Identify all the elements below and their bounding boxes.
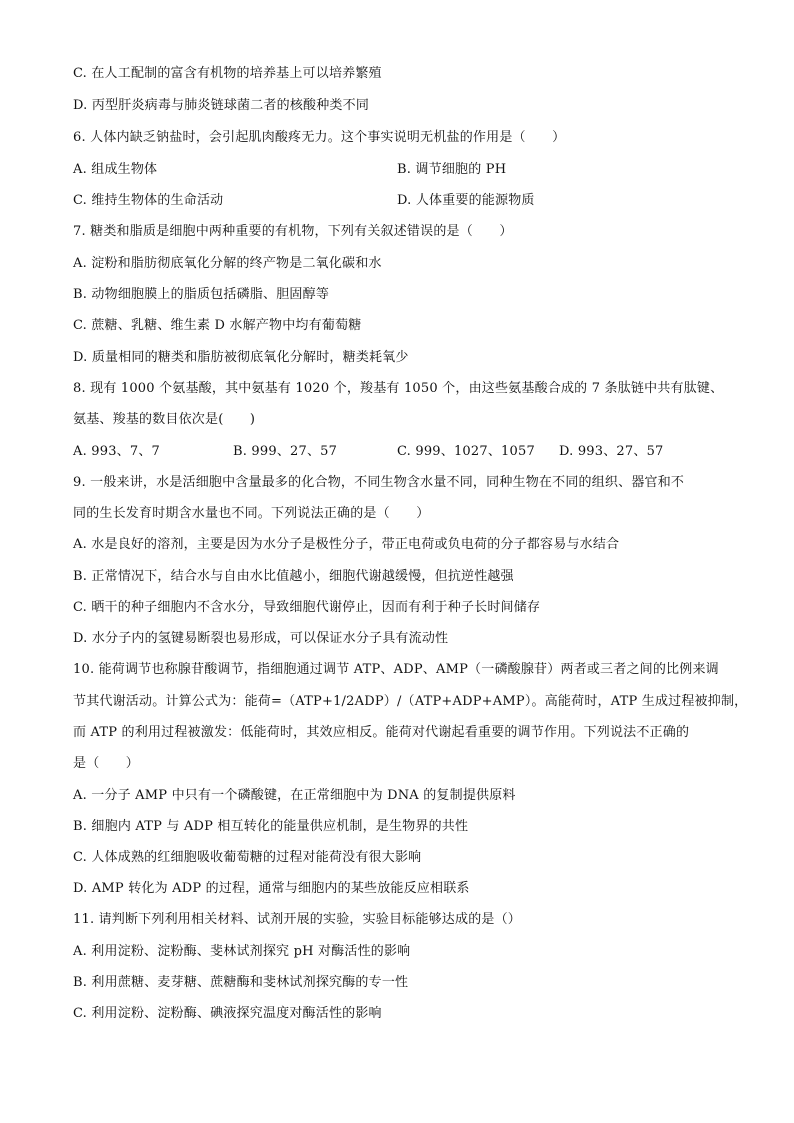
- question-10-cont: 而 ATP 的利用过程被激发：低能荷时，其效应相反。能荷对代谢起看重要的调节作用。下列说法不正确的: [73, 725, 690, 740]
- option-line: D. 人体重要的能源物质: [397, 193, 535, 208]
- option-line: B. 正常情况下，结合水与自由水比值越小，细胞代谢越缓慢，但抗逆性越强: [73, 569, 514, 584]
- question-7: 7. 糖类和脂质是细胞中两种重要的有机物，下列有关叙述错误的是（ ）: [73, 224, 513, 239]
- question-10: 10. 能荷调节也称腺苷酸调节，指细胞通过调节 ATP、ADP、AMP（一磷酸腺苷）两者或三者之间的比例来调: [73, 662, 719, 677]
- option-line: D. 质量相同的糖类和脂肪被彻底氧化分解时，糖类耗氧少: [73, 350, 409, 365]
- option-line: B. 利用蔗糖、麦芽糖、蔗糖酶和斐林试剂探究酶的专一性: [73, 975, 409, 990]
- option-line: A. 水是良好的溶剂，主要是因为水分子是极性分子，带正电荷或负电荷的分子都容易与水结合: [73, 537, 620, 552]
- question-9-cont: 同的生长发育时期含水量也不同。下列说法正确的是（ ）: [73, 506, 430, 521]
- question-8: 8. 现有 1000 个氨基酸，其中氨基有 1020 个，羧基有 1050 个，由这些氨基酸合成的 7 条肽链中共有肽键、: [73, 381, 724, 396]
- option-line: C. 维持生物体的生命活动: [73, 193, 224, 208]
- option-line: B. 动物细胞膜上的脂质包括磷脂、胆固醇等: [73, 287, 330, 302]
- question-6: 6. 人体内缺乏钠盐时，会引起肌肉酸疼无力。这个事实说明无机盐的作用是（ ）: [73, 130, 566, 145]
- option-line: D. 水分子内的氢键易断裂也易形成，可以保证水分子具有流动性: [73, 631, 449, 646]
- option-line: A. 组成生物体: [73, 162, 158, 177]
- option-line: D. 丙型肝炎病毒与肺炎链球菌二者的核酸种类不同: [73, 98, 370, 113]
- option-line: A. 一分子 AMP 中只有一个磷酸键，在正常细胞中为 DNA 的复制提供原料: [73, 788, 516, 803]
- question-10-cont: 节其代谢活动。计算公式为：能荷=（ATP+1/2ADP）/（ATP+ADP+AMP）。高能荷时，ATP 生成过程被抑制，: [73, 694, 748, 709]
- option-line: B. 999、27、57: [233, 444, 338, 459]
- option-line: C. 晒干的种子细胞内不含水分，导致细胞代谢停止，因而有利于种子长时间储存: [73, 600, 541, 615]
- question-8-cont: 氨基、羧基的数目依次是( ): [73, 412, 256, 427]
- option-line: A. 淀粉和脂肪彻底氧化分解的终产物是二氧化碳和水: [73, 256, 382, 271]
- option-line: C. 人体成熟的红细胞吸收葡萄糖的过程对能荷没有很大影响: [73, 850, 422, 865]
- option-line: B. 调节细胞的 PH: [397, 162, 507, 177]
- option-line: A. 利用淀粉、淀粉酶、斐林试剂探究 pH 对酶活性的影响: [73, 944, 411, 959]
- option-line: C. 999、1027、1057: [397, 444, 535, 459]
- option-line: D. AMP 转化为 ADP 的过程，通常与细胞内的某些放能反应相联系: [73, 881, 470, 896]
- option-line: B. 细胞内 ATP 与 ADP 相互转化的能量供应机制，是生物界的共性: [73, 819, 469, 834]
- option-line: A. 993、7、7: [73, 444, 161, 459]
- option-line: C. 利用淀粉、淀粉酶、碘液探究温度对酶活性的影响: [73, 1006, 382, 1021]
- question-9: 9. 一般来讲，水是活细胞中含量最多的化合物，不同生物含水量不同，同种生物在不同的组织、器官和不: [73, 475, 685, 490]
- option-line: C. 蔗糖、乳糖、维生素 D 水解产物中均有葡萄糖: [73, 318, 362, 333]
- option-line: D. 993、27、57: [559, 444, 664, 459]
- question-11: 11. 请判断下列利用相关材料、试剂开展的实验，实验目标能够达成的是（）: [73, 912, 522, 927]
- option-line: C. 在人工配制的富含有机物的培养基上可以培养繁殖: [73, 66, 382, 81]
- question-10-cont: 是（ ）: [73, 756, 140, 771]
